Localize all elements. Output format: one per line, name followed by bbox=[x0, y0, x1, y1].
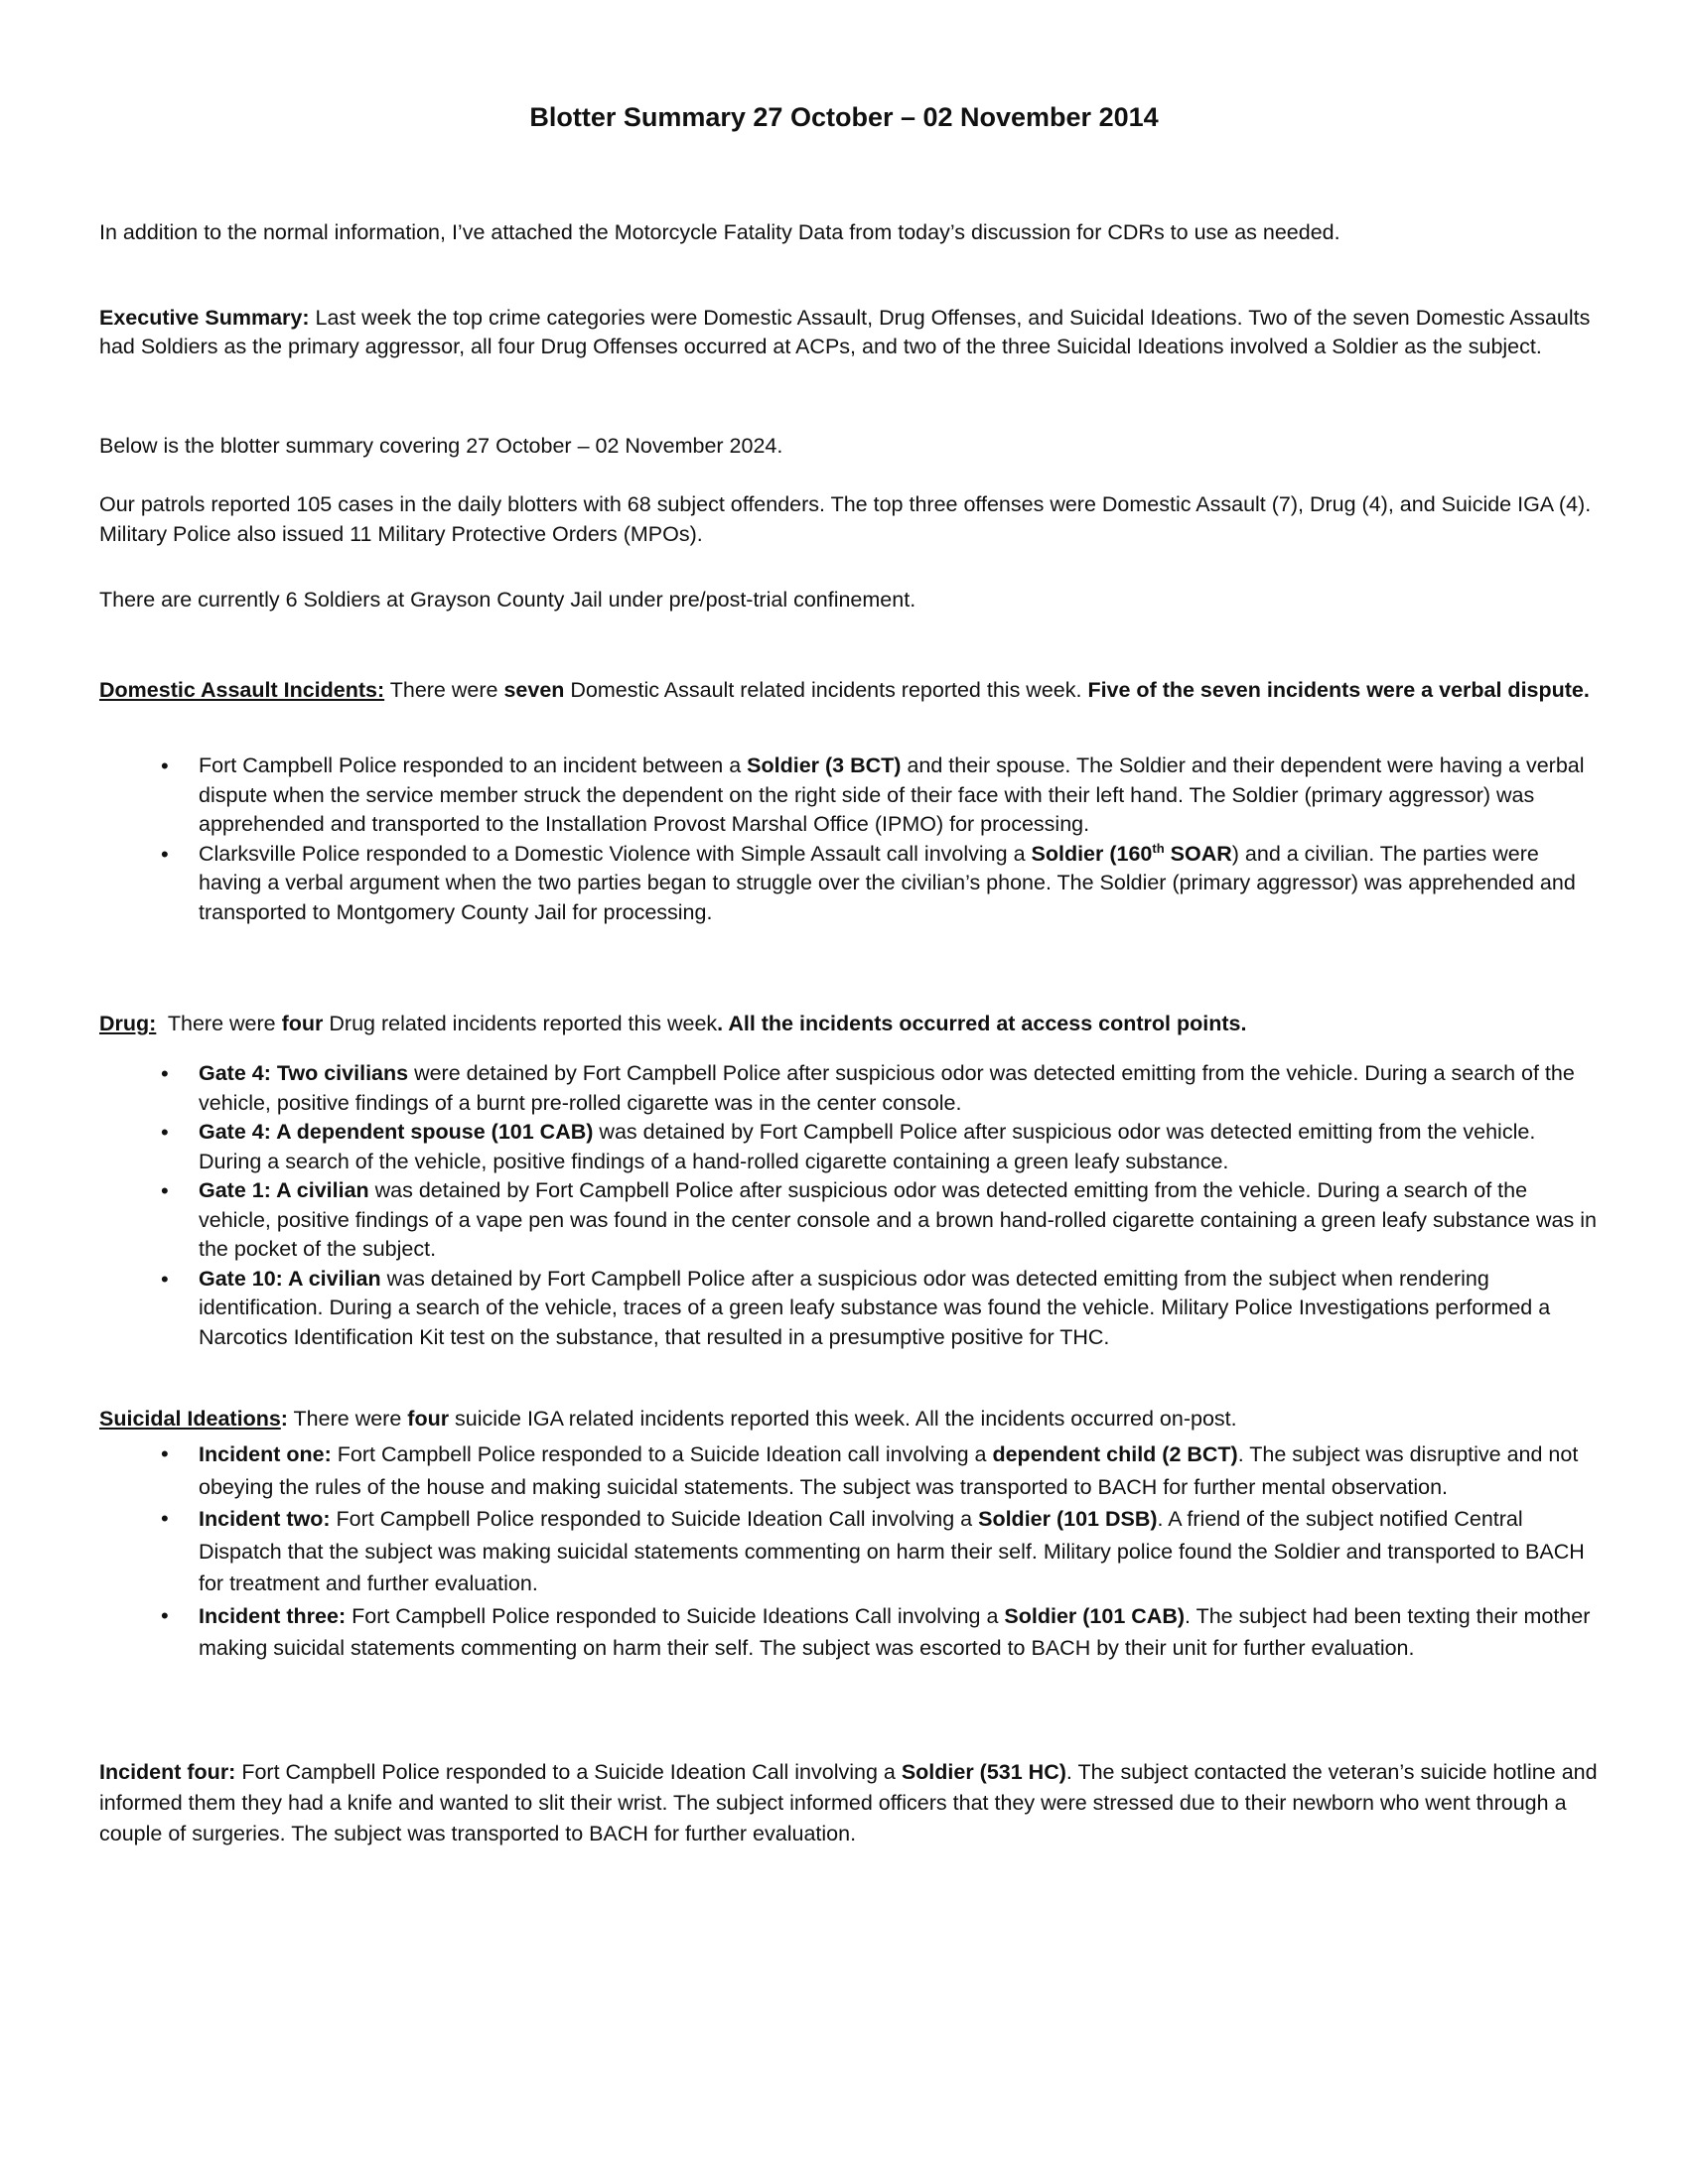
list-item bbox=[99, 1176, 1599, 1265]
item-label: Incident two: bbox=[199, 1507, 331, 1531]
drug-count: four bbox=[281, 1012, 324, 1035]
item-text: Fort Campbell Police responded to Suicide Ideations Call involving a bbox=[346, 1603, 1005, 1628]
item-text: was detained by Fort Campbell Police after a suspicious odor was detected emitting from the subject when rendering identification. During a search of the vehicle, traces of a green leafy substance was found the vehicle. Military Police Investigations performed a Narcotics Identification Kit test on the substance, that resulted in a presumptive positive for THC. bbox=[199, 1266, 1551, 1349]
incident-four-subject: Soldier (531 HC) bbox=[901, 1760, 1066, 1784]
list-item bbox=[99, 840, 1599, 928]
incident-four-text-2: . The subject contacted the veteran’s suicide hotline and informed them they had a knife and wanted to slit their wrist. The subject informed officers that they were stressed due to their newborn who went through a couple of surgeries. The subject was transported to BACH for further evaluation. bbox=[99, 1760, 1598, 1845]
patrols-paragraph: Our patrols reported 105 cases in the daily blotters with 68 subject offenders. The top three offenses were Domestic Assault (7), Drug (4), and Suicide IGA (4). Military Police also issued 11 Military Protective Orders (MPOs). bbox=[99, 492, 1592, 546]
domestic-count: seven bbox=[503, 678, 565, 702]
item-subject: Soldier (101 DSB) bbox=[978, 1507, 1158, 1531]
drug-highlight: . All the incidents occurred at access control points. bbox=[717, 1012, 1247, 1035]
item-subject: Gate 4: Two civilians bbox=[199, 1061, 409, 1085]
item-subject: SOAR bbox=[1164, 841, 1232, 866]
item-text: was detained by Fort Campbell Police after suspicious odor was detected emitting from the vehicle. During a search of the vehicle, positive findings of a vape pen was found in the center console and a brown hand-rolled cigarette containing a green leafy substance was in the pocket of the subject. bbox=[199, 1178, 1597, 1261]
list-item bbox=[99, 1118, 1599, 1176]
item-text: . The subject was disruptive and not obeying the rules of the house and making suicidal statements. The subject was transported to BACH for further mental observation. bbox=[199, 1442, 1579, 1499]
executive-summary-paragraph bbox=[99, 304, 1599, 361]
domestic-intro-text-2: Domestic Assault related incidents reported this week. bbox=[564, 678, 1088, 702]
item-text: . The subject had been texting their mother making suicidal statements commenting on harm their self. The subject was escorted to BACH by their unit for further evaluation. bbox=[199, 1603, 1591, 1660]
item-text: Clarksville Police responded to a Domestic Violence with Simple Assault call involving a bbox=[199, 841, 1032, 866]
list-item bbox=[99, 1503, 1599, 1600]
drug-list bbox=[99, 1059, 1599, 1352]
document-title: Blotter Summary 27 October – 02 November 2014 bbox=[529, 102, 1159, 132]
item-subject: Gate 1: A civilian bbox=[199, 1178, 369, 1202]
item-text: . A friend of the subject notified Central Dispatch that the subject was making suicidal statements commenting on harm their self. Military police found the Soldier and transported to BACH for treatment and further evaluation. bbox=[199, 1507, 1585, 1595]
drug-intro-text: There were bbox=[156, 1012, 282, 1035]
drug-heading: Drug: bbox=[99, 1012, 157, 1035]
list-item bbox=[99, 1265, 1599, 1353]
item-text: were detained by Fort Campbell Police after suspicious odor was detected emitting from the vehicle. During a search of the vehicle, positive findings of a burnt pre-rolled cigarette was in the center console. bbox=[199, 1061, 1575, 1115]
item-superscript: th bbox=[1152, 840, 1165, 856]
suicidal-heading: Suicidal Ideations bbox=[99, 1407, 281, 1431]
drug-section-intro bbox=[99, 1010, 1599, 1038]
list-item bbox=[99, 1600, 1599, 1665]
list-item bbox=[99, 751, 1599, 840]
item-subject: Soldier (101 CAB) bbox=[1004, 1603, 1186, 1628]
item-label: Incident three: bbox=[199, 1603, 347, 1628]
suicidal-section-intro bbox=[99, 1405, 1599, 1433]
item-subject: Gate 4: A dependent spouse (101 CAB) bbox=[199, 1120, 594, 1144]
list-item bbox=[99, 1059, 1599, 1118]
incident-four-text: Fort Campbell Police responded to a Suicide Ideation Call involving a bbox=[235, 1760, 902, 1784]
confinement-paragraph: There are currently 6 Soldiers at Grayson County Jail under pre/post-trial confinement. bbox=[99, 588, 916, 612]
item-subject: Soldier (160 bbox=[1031, 841, 1153, 866]
incident-four-label: Incident four: bbox=[99, 1760, 236, 1784]
item-subject: Soldier (3 BCT) bbox=[747, 753, 902, 777]
executive-summary-text: Last week the top crime categories were Domestic Assault, Drug Offenses, and Suicidal Ideations. Two of the seven Domestic Assaults had Soldiers as the primary aggressor, all four Drug Offenses occurred at ACPs, and two of the three Suicidal Ideations involved a Soldier as the subject. bbox=[99, 306, 1591, 358]
suicidal-intro-text-2: suicide IGA related incidents reported this week. All the incidents occurred on-post. bbox=[449, 1407, 1237, 1431]
item-text: Fort Campbell Police responded to an incident between a bbox=[199, 753, 748, 777]
item-text: Fort Campbell Police responded to Suicide Ideation Call involving a bbox=[330, 1507, 979, 1531]
suicidal-intro-text: There were bbox=[287, 1407, 408, 1431]
executive-summary-label: Executive Summary: bbox=[99, 306, 310, 330]
suicidal-count: four bbox=[407, 1407, 450, 1431]
suicidal-list bbox=[99, 1438, 1599, 1665]
item-text: ) and a civilian. The parties were having a verbal argument when the two parties began to struggle over the civilian’s phone. The Soldier (primary aggressor) was apprehended and transported to Montgomery County Jail for processing. bbox=[199, 841, 1576, 924]
domestic-highlight: Five of the seven incidents were a verbal dispute. bbox=[1087, 678, 1590, 702]
intro-paragraph: In addition to the normal information, I’ve attached the Motorcycle Fatality Data from today’s discussion for CDRs to use as needed. bbox=[99, 220, 1340, 244]
item-label: Incident one: bbox=[199, 1442, 332, 1466]
list-item bbox=[99, 1438, 1599, 1503]
coverage-paragraph: Below is the blotter summary covering 27 October – 02 November 2024. bbox=[99, 434, 783, 458]
item-text: was detained by Fort Campbell Police after suspicious odor was detected emitting from the vehicle. During a search of the vehicle, positive findings of a hand-rolled cigarette containing a green leafy substance. bbox=[199, 1120, 1536, 1173]
domestic-intro-text: There were bbox=[384, 678, 504, 702]
item-subject: dependent child (2 BCT) bbox=[992, 1442, 1238, 1466]
drug-intro-text-2: Drug related incidents reported this week bbox=[323, 1012, 718, 1035]
item-text: and their spouse. The Soldier and their dependent were having a verbal dispute when the service member struck the dependent on the right side of their face with their left hand. The Soldier (primary aggressor) was apprehended and transported to the Installation Provost Marshal Office (IPMO) for processing. bbox=[199, 753, 1585, 836]
domestic-assault-list bbox=[99, 751, 1599, 927]
item-text: Fort Campbell Police responded to a Suicide Ideation call involving a bbox=[331, 1442, 993, 1466]
suicidal-heading-colon: : bbox=[280, 1407, 288, 1431]
incident-four-paragraph bbox=[99, 1757, 1599, 1849]
domestic-assault-heading: Domestic Assault Incidents: bbox=[99, 678, 385, 702]
domestic-assault-section-intro bbox=[99, 676, 1599, 705]
item-subject: Gate 10: A civilian bbox=[199, 1266, 381, 1291]
